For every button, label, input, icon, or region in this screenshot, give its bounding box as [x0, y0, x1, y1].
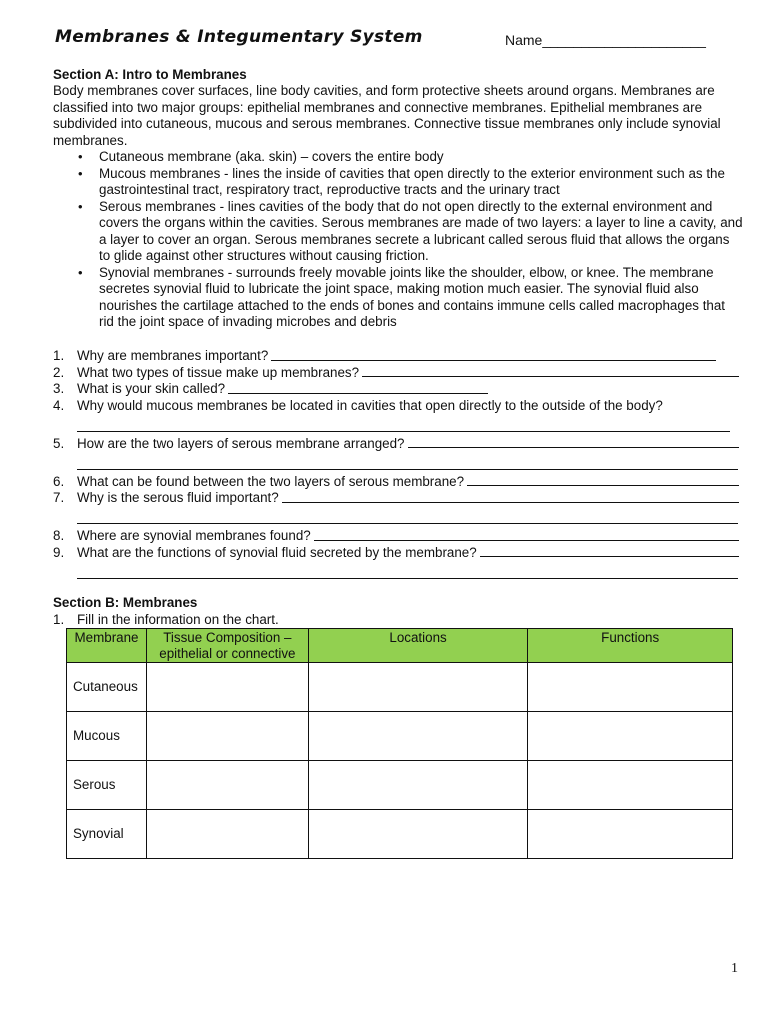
header-functions: Functions [528, 629, 733, 663]
answer-line[interactable] [408, 436, 740, 449]
answer-line[interactable] [228, 381, 488, 394]
question-number: 8. [53, 528, 65, 543]
question-text: Why would mucous membranes be located in cavities that open directly to the outside of the body? [77, 397, 663, 413]
header-membrane: Membrane [67, 629, 147, 663]
answer-line[interactable] [77, 561, 738, 579]
table-row [67, 663, 733, 712]
question-6 [53, 474, 743, 491]
question-text: Why are membranes important? [77, 348, 269, 363]
page-number: 1 [731, 961, 738, 976]
row-label-mucous: Mucous [67, 712, 147, 761]
question-5 [53, 436, 743, 453]
question-number: 9. [53, 544, 65, 560]
instruction-text: Fill in the information on the chart. [77, 612, 279, 627]
locations-cell[interactable] [308, 712, 528, 761]
tissue-cell[interactable] [146, 663, 308, 712]
instruction-number: 1. [53, 612, 65, 627]
chart-instruction [53, 612, 743, 629]
intro-paragraph: Body membranes cover surfaces, line body cavities, and form protective sheets around organs. Membranes are classified into two major groups: epithelial membranes and connective membranes. Epithelial membranes are subdivided into cutaneous, mucous and serous membranes. Connective tissue membranes only include synovial membranes. [53, 83, 721, 148]
membrane-chart [66, 628, 733, 859]
table-row [67, 712, 733, 761]
locations-cell[interactable] [308, 761, 528, 810]
section-a-heading: Section A: Intro to Membranes [53, 67, 247, 82]
question-text: What is your skin called? [77, 381, 226, 396]
question-3 [53, 381, 743, 398]
bullet-serous: • Serous membranes - lines cavities of the body that do not open directly to the external environment and covers the organs within the cavities. Serous membranes are made of two layers: a layer to line a cavity, and a layer to cover an organ. Serous membranes secrete a lubricant called serous fluid that allows the organs to glide against other structures without causing friction. [78, 199, 743, 265]
answer-line[interactable] [77, 507, 738, 525]
functions-cell[interactable] [528, 810, 733, 859]
bullet-mucous: • Mucous membranes - lines the inside of cavities that open directly to the exterior environment such as the gastrointestinal tract, respiratory tract, reproductive tracts and the urinary tract [78, 166, 743, 199]
question-2 [53, 365, 743, 382]
question-text: What two types of tissue make up membranes? [77, 364, 360, 380]
functions-cell[interactable] [528, 761, 733, 810]
answer-line[interactable] [314, 528, 739, 541]
row-label-serous: Serous [67, 761, 147, 810]
locations-cell[interactable] [308, 663, 528, 712]
table-row [67, 761, 733, 810]
header-tissue-composition: Tissue Composition – epithelial or connective [146, 629, 308, 663]
answer-line[interactable] [77, 414, 730, 432]
question-text: What can be found between the two layers of serous membrane? [77, 473, 465, 489]
tissue-cell[interactable] [146, 761, 308, 810]
row-label-cutaneous: Cutaneous [67, 663, 147, 712]
name-field: Name_____________________ [505, 32, 706, 48]
question-number: 5. [53, 435, 65, 451]
question-8 [53, 528, 743, 545]
tissue-cell[interactable] [146, 810, 308, 859]
answer-line[interactable] [77, 452, 738, 470]
bullet-synovial: • Synovial membranes - surrounds freely movable joints like the shoulder, elbow, or knee. The membrane secretes synovial fluid to lubricate the joint space, making motion much easier. The synovial fluid also nourishes the cartilage attached to the ends of bones and contains immune cells called macrophages that rid the joint space of invading microbes and debris [78, 265, 743, 331]
question-text: What are the functions of synovial fluid secreted by the membrane? [77, 544, 477, 560]
row-label-synovial: Synovial [67, 810, 147, 859]
question-text: Where are synovial membranes found? [77, 528, 311, 543]
question-1 [53, 348, 743, 365]
question-number: 7. [53, 490, 65, 505]
question-number: 4. [53, 397, 65, 413]
table-row [67, 810, 733, 859]
answer-line[interactable] [467, 474, 739, 487]
section-b-heading: Section B: Membranes [53, 595, 198, 610]
answer-line[interactable] [271, 348, 716, 361]
chart-header-row [67, 629, 733, 663]
question-number: 2. [53, 364, 65, 380]
question-number: 6. [53, 473, 65, 489]
question-number: 3. [53, 381, 65, 396]
functions-cell[interactable] [528, 712, 733, 761]
answer-line[interactable] [282, 490, 739, 503]
functions-cell[interactable] [528, 663, 733, 712]
membrane-bullet-list [78, 149, 743, 331]
question-7 [53, 490, 743, 507]
answer-line[interactable] [362, 365, 739, 378]
bullet-cutaneous: • Cutaneous membrane (aka. skin) – covers the entire body [78, 149, 743, 166]
question-text: Why is the serous fluid important? [77, 490, 279, 505]
question-9 [53, 545, 743, 562]
question-number: 1. [53, 348, 65, 363]
question-4 [53, 398, 743, 415]
header-locations: Locations [308, 629, 528, 663]
question-list [53, 348, 743, 583]
worksheet-title: Membranes & Integumentary System [55, 27, 423, 47]
locations-cell[interactable] [308, 810, 528, 859]
tissue-cell[interactable] [146, 712, 308, 761]
question-text: How are the two layers of serous membrane arranged? [77, 435, 405, 451]
answer-line[interactable] [480, 545, 739, 558]
